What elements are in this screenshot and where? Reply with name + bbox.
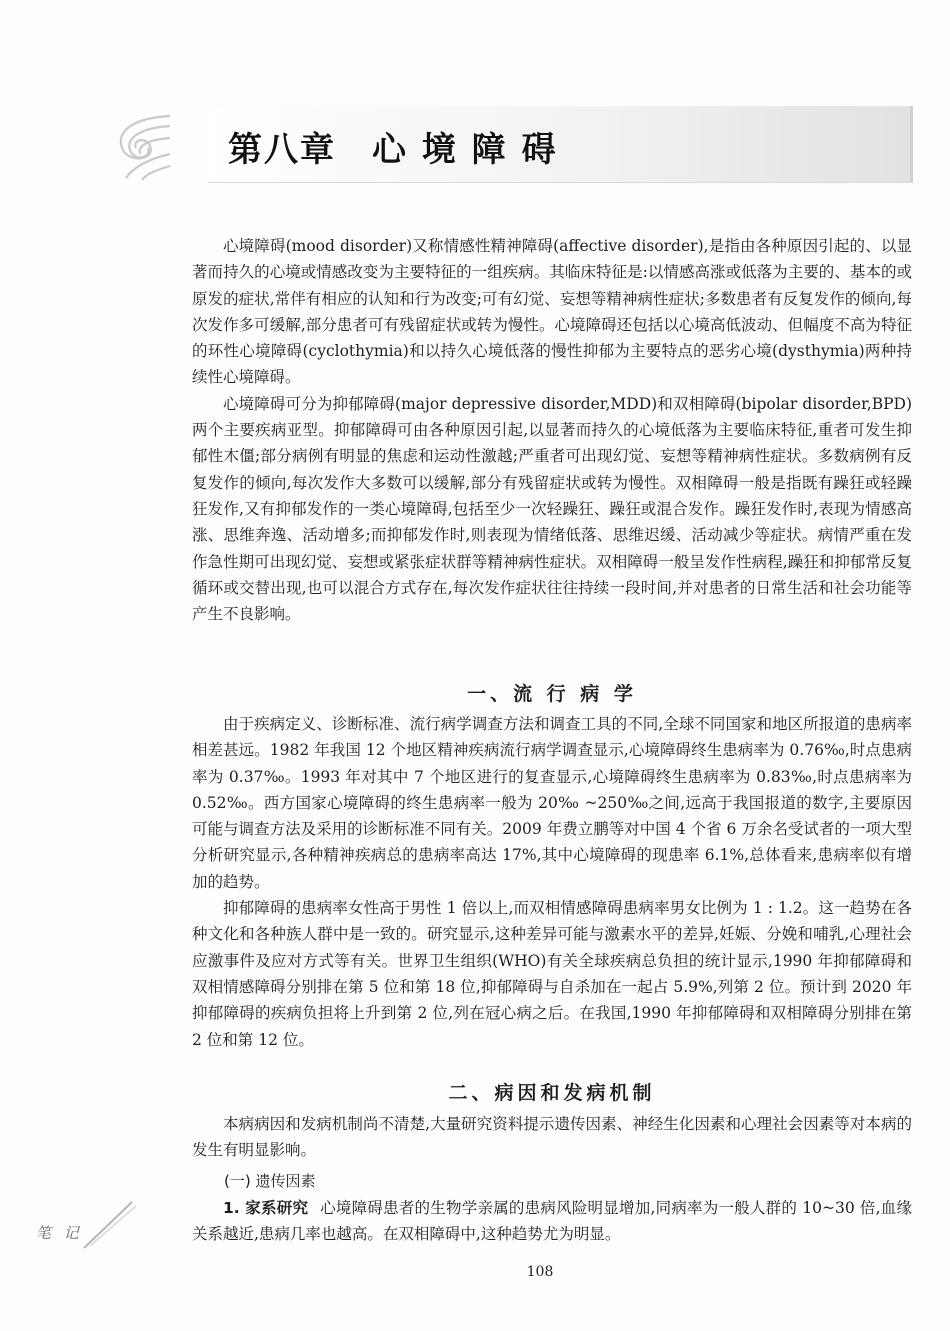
intro-paragraph-1: 心境障碍(mood disorder)又称情感性精神障碍(affective disorder),是指由各种原因引起的、以显著而持久的心境或情感改变为主要特征的一组疾病。其临床特征是:以情感高涨或低落为主要的、基本的或原发的症状,常伴有相应的认知和行为改变;可有幻觉、妄想等精神病性症状;多数患者有反复发作的倾向,每次发作多可缓解,部分患者可有残留症状或转为慢性。心境障碍还包括以心境高低波动、但幅度不高为特征的环性心境障碍(cyclothymia)和以持久心境低落的慢性抑郁为主要特点的恶劣心境(dysthymia)两种持续性心境障碍。 (192, 237, 912, 387)
family-study-text: 心境障碍患者的生物学亲属的患病风险明显增加,同病率为一般人群的 10~30 倍,血缘关系越近,患病几率也越高。在双相障碍中,这种趋势尤为明显。 (192, 1199, 912, 1244)
swirl-decoration-icon (112, 108, 172, 182)
epidemiology-section (192, 711, 912, 1053)
family-study-lead: 1. 家系研究 (223, 1199, 309, 1217)
section-heading-epidemiology: 一、流 行 病 学 (467, 683, 637, 705)
family-study-paragraph (192, 1195, 912, 1248)
etiology-intro (192, 1111, 912, 1164)
family-study-block (192, 1195, 912, 1248)
page-number: 108 (526, 1264, 554, 1280)
epidemiology-paragraph-2: 抑郁障碍的患病率女性高于男性 1 倍以上,而双相情感障碍患病率男女比例为 1 : 1.2。这一趋势在各种文化和各种族人群中是一致的。研究显示,这种差异可能与激素水平的差异,妊娠、分娩和哺乳,心理社会应激事件及应对方式等有关。世界卫生组织(WHO)有关全球疾病总负担的统计显示,1990 年抑郁障碍和双相情感障碍分别排在第 5 位和第 18 位,抑郁障碍与自杀加在一起占 5.9%,列第 2 位。预计到 2020 年抑郁障碍的疾病负担将上升到第 2 位,列在冠心病之后。在我国,1990 年抑郁障碍和双相障碍分别排在第 2 位和第 12 位。 (192, 899, 912, 1049)
subheading-genetic-factors: (一) 遗传因素 (224, 1172, 316, 1190)
etiology-paragraph-1: 本病病因和发病机制尚不清楚,大量研究资料提示遗传因素、神经生化因素和心理社会因素等对本病的发生有明显影响。 (192, 1115, 912, 1160)
margin-notes-label: 笔 记 (36, 1224, 83, 1242)
epidemiology-paragraph-1: 由于疾病定义、诊断标准、流行病学调查方法和调查工具的不同,全球不同国家和地区所报道的患病率相差甚远。1982 年我国 12 个地区精神疾病流行病学调查显示,心境障碍终生患病率为 0.76‰,时点患病率为 0.37‰。1993 年对其中 7 个地区进行的复查显示,心境障碍终生患病率为 0.83‰,时点患病率为 0.52‰。西方国家心境障碍的终生患病率一般为 20‰ ~250‰之间,远高于我国报道的数字,主要原因可能与调查方法及采用的诊断标准不同有关。2009 年费立鹏等对中国 4 个省 6 万余名受试者的一项大型分析研究显示,各种精神疾病总的患病率高达 17%,其中心境障碍的现患率 6.1%,总体看来,患病率似有增加的趋势。 (192, 715, 912, 891)
intro-section (192, 233, 912, 627)
pen-icon (80, 1198, 140, 1250)
section-heading-etiology: 二、病因和发病机制 (448, 1082, 656, 1104)
intro-paragraph-2: 心境障碍可分为抑郁障碍(major depressive disorder,MDD)和双相障碍(bipolar disorder,BPD)两个主要疾病亚型。抑郁障碍可由各种原因引起,以显著而持久的心境低落为主要临床特征,重者可发生抑郁性木僵;部分病例有明显的焦虑和运动性激越;严重者可出现幻觉、妄想等精神病性症状。多数病例有反复发作的倾向,每次发作大多数可以缓解,部分有残留症状或转为慢性。双相障碍一般是指既有躁狂或轻躁狂发作,又有抑郁发作的一类心境障碍,包括至少一次轻躁狂、躁狂或混合发作。躁狂发作时,表现为情感高涨、思维奔逸、活动增多;而抑郁发作时,则表现为情绪低落、思维迟缓、活动减少等症状。病情严重在发作急性期可出现幻觉、妄想或紧张症状群等精神病性症状。双相障碍一般呈发作性病程,躁狂和抑郁常反复循环或交替出现,也可以混合方式存在,每次发作症状往往持续一段时间,并对患者的日常生活和社会功能等产生不良影响。 (192, 394, 912, 624)
chapter-title: 第八章 心 境 障 碍 (228, 130, 558, 170)
